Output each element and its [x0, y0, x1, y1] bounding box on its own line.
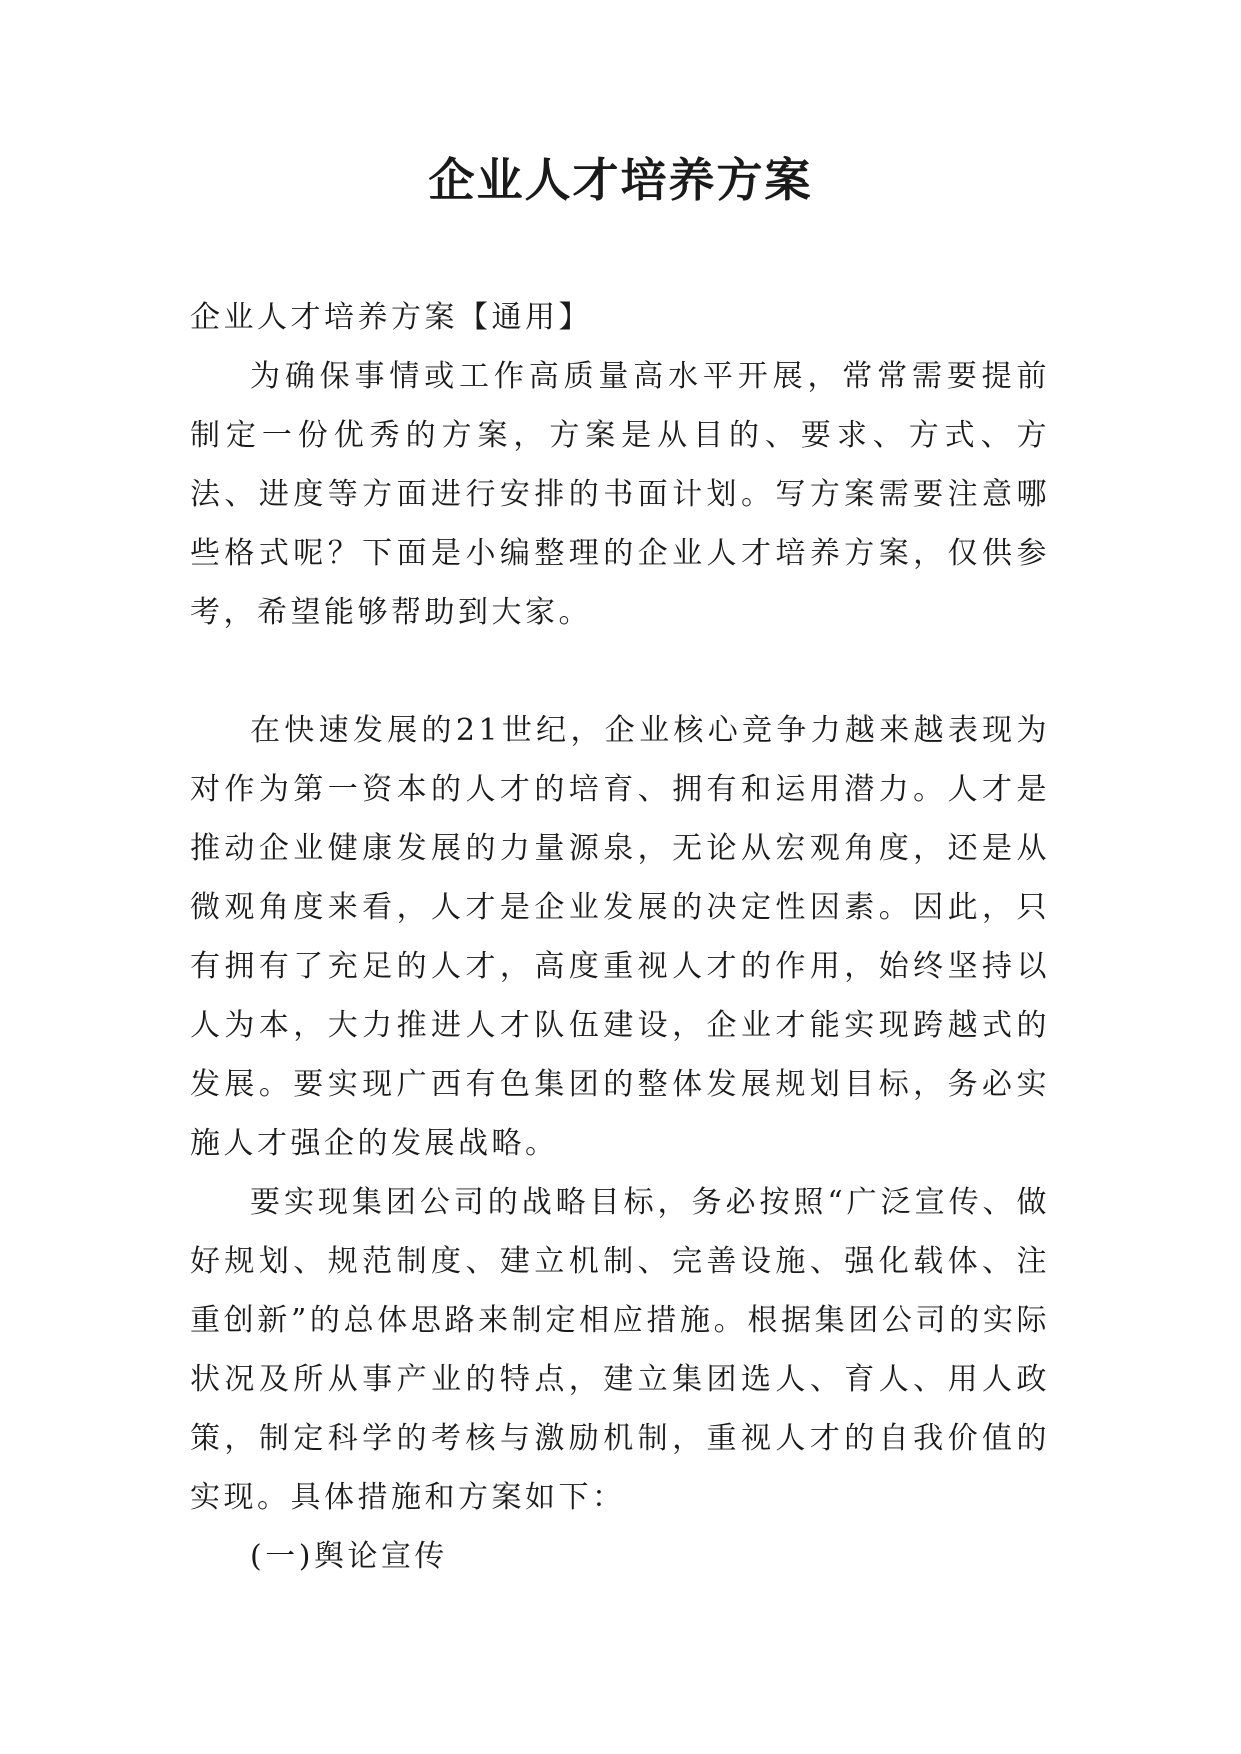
body-paragraph: 在快速发展的21世纪，企业核心竞争力越来越表现为对作为第一资本的人才的培育、拥有和运用潜力。人才是推动企业健康发展的力量源泉，无论从宏观角度，还是从微观角度来看，人才是企业发展的决定性因素。因此，只有拥有了充足的人才，高度重视人才的作用，始终坚持以人为本，大力推进人才队伍建设，企业才能实现跨越式的发展。要实现广西有色集团的整体发展规划目标，务必实施人才强企的发展战略。 — [190, 713, 1050, 1161]
section-heading: (一)舆论宣传 — [250, 1539, 448, 1574]
body-paragraph: 要实现集团公司的战略目标，务必按照“广泛宣传、做好规划、规范制度、建立机制、完善设施、强化载体、注重创新”的总体思路来制定相应措施。根据集团公司的实际状况及所从事产业的特点，建立集团选人、育人、用人政策，制定科学的考核与激励机制，重视人才的自我价值的实现。具体措施和方案如下： — [190, 1185, 1050, 1515]
paragraph-spacer — [190, 642, 1050, 701]
document-subtitle: 企业人才培养方案【通用】 — [190, 300, 592, 335]
intro-paragraph: 为确保事情或工作高质量高水平开展，常常需要提前制定一份优秀的方案，方案是从目的、要求、方式、方法、进度等方面进行安排的书面计划。写方案需要注意哪些格式呢？下面是小编整理的企业人才培养方案，仅供参考，希望能够帮助到大家。 — [190, 359, 1050, 630]
document-body — [190, 288, 1050, 1586]
document-title: 企业人才培养方案 — [428, 153, 813, 207]
